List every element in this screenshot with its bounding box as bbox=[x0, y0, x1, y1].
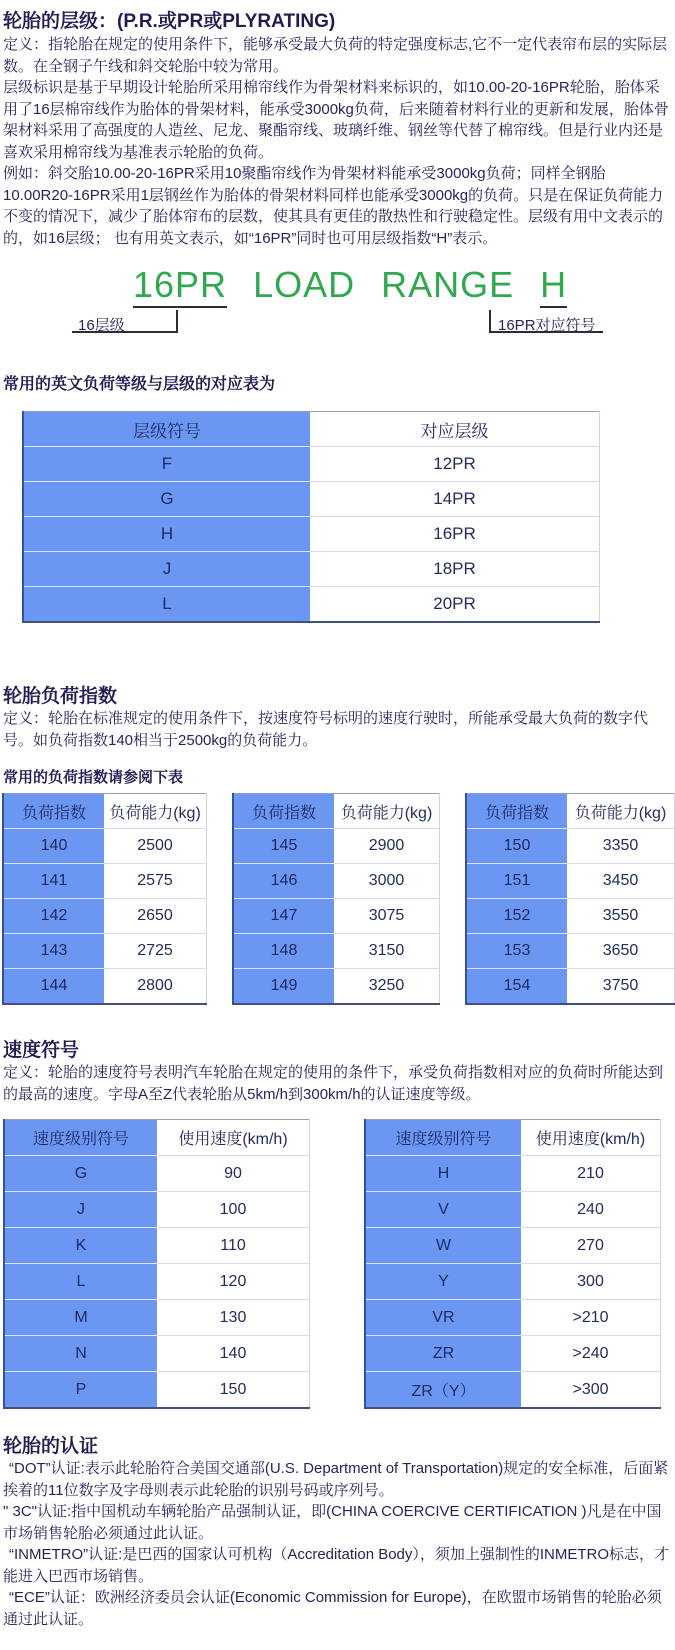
row-value-cell: 210 bbox=[521, 1156, 661, 1192]
certification-heading: 轮胎的认证 bbox=[3, 1436, 99, 1457]
symbol-label: 16PR对应符号 bbox=[498, 317, 596, 334]
load-index-table-1 bbox=[2, 793, 207, 1005]
row-key-cell: L bbox=[23, 587, 310, 623]
row-key-cell: 145 bbox=[233, 829, 334, 864]
table-row bbox=[365, 1372, 661, 1409]
marking-word-load: LOAD bbox=[253, 264, 356, 305]
table-row bbox=[365, 1300, 661, 1336]
speed-symbol-heading: 速度符号 bbox=[3, 1040, 80, 1061]
table-row bbox=[4, 1372, 310, 1409]
row-key-cell: N bbox=[4, 1336, 157, 1372]
table-row bbox=[466, 969, 675, 1005]
table-row bbox=[23, 517, 600, 552]
row-key-cell: 154 bbox=[466, 969, 567, 1005]
row-value-cell: 2650 bbox=[104, 899, 207, 934]
table-row bbox=[365, 1264, 661, 1300]
row-value-cell: 3350 bbox=[567, 829, 675, 864]
row-key-cell: J bbox=[23, 552, 310, 587]
row-value-cell: 2800 bbox=[104, 969, 207, 1005]
row-value-cell: 3450 bbox=[567, 864, 675, 899]
row-value-cell: 2725 bbox=[104, 934, 207, 969]
cert-dot-paragraph: “DOT”认证:表示此轮胎符合美国交通部(U.S. Department of Transportation)规定的安全标准，后面紧挨着的11位数字及字母则表示此轮胎的识别号码或序列号。 bbox=[3, 1460, 669, 1499]
column-header: 速度级别符号 bbox=[4, 1120, 157, 1156]
table-row bbox=[23, 482, 600, 517]
table-row bbox=[4, 1264, 310, 1300]
row-key-cell: P bbox=[4, 1372, 157, 1409]
tire-marking-diagram bbox=[0, 265, 675, 351]
row-value-cell: 3075 bbox=[334, 899, 440, 934]
row-key-cell: 150 bbox=[466, 829, 567, 864]
row-value-cell: 3150 bbox=[334, 934, 440, 969]
table-row bbox=[23, 447, 600, 482]
row-key-cell: 149 bbox=[233, 969, 334, 1005]
table-row bbox=[365, 1228, 661, 1264]
row-value-cell: 3250 bbox=[334, 969, 440, 1005]
load-index-table-note: 常用的负荷指数请参阅下表 bbox=[3, 769, 184, 786]
row-value-cell: 12PR bbox=[310, 447, 600, 482]
row-value-cell: 110 bbox=[157, 1228, 310, 1264]
row-value-cell: 18PR bbox=[310, 552, 600, 587]
row-value-cell: 14PR bbox=[310, 482, 600, 517]
row-key-cell: K bbox=[4, 1228, 157, 1264]
row-value-cell: 3550 bbox=[567, 899, 675, 934]
row-key-cell: V bbox=[365, 1192, 521, 1228]
speed-symbol-definition: 定义：轮胎的速度符号表明汽车轮胎在规定的使用的条件下，承受负荷指数相对应的负荷时所能达到的最高的速度。字母A至Z代表轮胎从5km/h到300km/h的认证速度等级。 bbox=[3, 1064, 664, 1103]
table-row bbox=[23, 552, 600, 587]
row-key-cell: 142 bbox=[3, 899, 104, 934]
row-key-cell: 148 bbox=[233, 934, 334, 969]
table-row bbox=[3, 829, 207, 864]
row-value-cell: 150 bbox=[157, 1372, 310, 1409]
table-header-row bbox=[365, 1120, 661, 1156]
table-row bbox=[23, 587, 600, 623]
row-value-cell: 16PR bbox=[310, 517, 600, 552]
row-value-cell: 3000 bbox=[334, 864, 440, 899]
load-index-tables bbox=[2, 793, 675, 1005]
row-value-cell: >240 bbox=[521, 1336, 661, 1372]
speed-table-high bbox=[364, 1119, 661, 1409]
load-index-heading: 轮胎负荷指数 bbox=[3, 686, 118, 707]
row-key-cell: 147 bbox=[233, 899, 334, 934]
row-key-cell: Y bbox=[365, 1264, 521, 1300]
table-row bbox=[3, 934, 207, 969]
row-value-cell: 90 bbox=[157, 1156, 310, 1192]
table-header-row bbox=[466, 794, 675, 829]
row-value-cell: 20PR bbox=[310, 587, 600, 623]
table-row bbox=[233, 934, 440, 969]
row-value-cell: 130 bbox=[157, 1300, 310, 1336]
load-index-table-2 bbox=[232, 793, 440, 1005]
row-key-cell: G bbox=[23, 482, 310, 517]
row-key-cell: 146 bbox=[233, 864, 334, 899]
row-value-cell: 240 bbox=[521, 1192, 661, 1228]
cert-ece-paragraph: “ECE”认证：欧洲经济委员会认证(Economic Commission for Europe)，在欧盟市场销售的轮胎必须通过此认证。 bbox=[3, 1589, 662, 1628]
page-title: 轮胎的层级：(P.R.或PR或PLYRATING) bbox=[3, 11, 336, 32]
row-key-cell: 144 bbox=[3, 969, 104, 1005]
ply-example-paragraph: 例如：斜交胎10.00-20-16PR采用10聚酯帘线作为骨架材料能承受3000kg负荷；同样全钢胎10.00R20-16PR采用1层钢丝作为胎体的骨架材料同样也能承受3000kg的负荷。只是在保证负荷能力不变的情况下，减少了胎体帘布的层数，使其具有更佳的散热性和行驶稳定性。层级有用中文表示的的，如16层级； 也有用英文表示，如“16PR”同时也可用层级指数“H”表示。 bbox=[3, 165, 664, 247]
table-row bbox=[3, 969, 207, 1005]
table-row bbox=[365, 1192, 661, 1228]
table-row bbox=[4, 1300, 310, 1336]
table-row bbox=[3, 899, 207, 934]
row-key-cell: M bbox=[4, 1300, 157, 1336]
column-header: 使用速度(km/h) bbox=[157, 1120, 310, 1156]
marking-text bbox=[133, 265, 567, 308]
table-row bbox=[4, 1192, 310, 1228]
row-key-cell: F bbox=[23, 447, 310, 482]
row-key-cell: G bbox=[4, 1156, 157, 1192]
cert-3c-paragraph: " 3C"认证:指中国机动车辆轮胎产品强制认证，即(CHINA COERCIVE CERTIFICATION )凡是在中国市场销售轮胎必须通过此认证。 bbox=[3, 1503, 662, 1542]
row-value-cell: >210 bbox=[521, 1300, 661, 1336]
cert-inmetro-paragraph: “INMETRO”认证:是巴西的国家认可机构（Accreditation Body），须加上强制性的INMETRO标志，才能进入巴西市场销售。 bbox=[3, 1546, 670, 1585]
ply-history-paragraph: 层级标识是基于早期设计轮胎所采用棉帘线作为骨架材料来标识的，如10.00-20-16PR轮胎，胎体采用了16层棉帘线作为胎体的骨架材料，能承受3000kg负荷，后来随着材料行业的更新和发展，胎体骨架材料采用了高强度的人造丝、尼龙、聚酯帘线、玻璃纤维、钢丝等代替了棉帘线。但是行业内还是喜欢采用棉帘线为基准表示轮胎的负荷。 bbox=[3, 79, 669, 161]
column-header: 使用速度(km/h) bbox=[521, 1120, 661, 1156]
load-index-definition: 定义：轮胎在标准规定的使用条件下，按速度符号标明的速度行驶时，所能承受最大负荷的数字代号。如负荷指数140相当于2500kg的负荷能力。 bbox=[3, 710, 649, 749]
row-key-cell: 143 bbox=[3, 934, 104, 969]
table-row bbox=[4, 1336, 310, 1372]
row-key-cell: 140 bbox=[3, 829, 104, 864]
column-header: 速度级别符号 bbox=[365, 1120, 521, 1156]
table-row bbox=[233, 899, 440, 934]
table-row bbox=[233, 864, 440, 899]
speed-table-low bbox=[3, 1119, 310, 1409]
row-key-cell: L bbox=[4, 1264, 157, 1300]
table-row bbox=[233, 969, 440, 1005]
table-row bbox=[466, 864, 675, 899]
column-header: 负荷指数 bbox=[3, 794, 104, 829]
row-key-cell: H bbox=[23, 517, 310, 552]
row-value-cell: 100 bbox=[157, 1192, 310, 1228]
column-header: 对应层级 bbox=[310, 412, 600, 447]
row-key-cell: 152 bbox=[466, 899, 567, 934]
column-header: 负荷指数 bbox=[233, 794, 334, 829]
table-row bbox=[3, 864, 207, 899]
column-header: 负荷能力(kg) bbox=[334, 794, 440, 829]
table-row bbox=[4, 1228, 310, 1264]
row-key-cell: J bbox=[4, 1192, 157, 1228]
column-header: 层级符号 bbox=[23, 412, 310, 447]
marking-ply-rating: 16PR bbox=[133, 265, 227, 308]
row-key-cell: ZR bbox=[365, 1336, 521, 1372]
column-header: 负荷指数 bbox=[466, 794, 567, 829]
table-row bbox=[466, 829, 675, 864]
row-value-cell: 300 bbox=[521, 1264, 661, 1300]
row-value-cell: 3650 bbox=[567, 934, 675, 969]
ply-rating-table bbox=[22, 411, 600, 623]
speed-symbol-tables bbox=[3, 1119, 675, 1409]
table-row bbox=[233, 829, 440, 864]
row-key-cell: VR bbox=[365, 1300, 521, 1336]
row-key-cell: H bbox=[365, 1156, 521, 1192]
row-key-cell: ZR（Y） bbox=[365, 1372, 521, 1409]
row-value-cell: 2900 bbox=[334, 829, 440, 864]
marking-load-range-symbol: H bbox=[540, 265, 567, 308]
table-row bbox=[4, 1156, 310, 1192]
row-value-cell: >300 bbox=[521, 1372, 661, 1409]
table-row bbox=[466, 899, 675, 934]
column-header: 负荷能力(kg) bbox=[104, 794, 207, 829]
table-header-row bbox=[233, 794, 440, 829]
load-index-table-3 bbox=[465, 793, 675, 1005]
row-value-cell: 140 bbox=[157, 1336, 310, 1372]
table-row bbox=[365, 1336, 661, 1372]
definition-paragraph: 定义：指轮胎在规定的使用条件下，能够承受最大负荷的特定强度标志,它不一定代表帘布层的实际层数。在全钢子午线和斜交轮胎中较为常用。 bbox=[3, 36, 668, 75]
ply-level-label: 16层级 bbox=[78, 317, 125, 334]
table-row bbox=[466, 934, 675, 969]
row-key-cell: 141 bbox=[3, 864, 104, 899]
row-value-cell: 2500 bbox=[104, 829, 207, 864]
column-header: 负荷能力(kg) bbox=[567, 794, 675, 829]
table-header-row bbox=[23, 412, 600, 447]
row-value-cell: 2575 bbox=[104, 864, 207, 899]
marking-word-range: RANGE bbox=[381, 264, 515, 305]
table-header-row bbox=[3, 794, 207, 829]
row-value-cell: 120 bbox=[157, 1264, 310, 1300]
row-key-cell: 151 bbox=[466, 864, 567, 899]
row-value-cell: 270 bbox=[521, 1228, 661, 1264]
table-row bbox=[365, 1156, 661, 1192]
row-value-cell: 3750 bbox=[567, 969, 675, 1005]
row-key-cell: W bbox=[365, 1228, 521, 1264]
row-key-cell: 153 bbox=[466, 934, 567, 969]
table-header-row bbox=[4, 1120, 310, 1156]
ply-table-heading: 常用的英文负荷等级与层级的对应表为 bbox=[3, 376, 276, 393]
